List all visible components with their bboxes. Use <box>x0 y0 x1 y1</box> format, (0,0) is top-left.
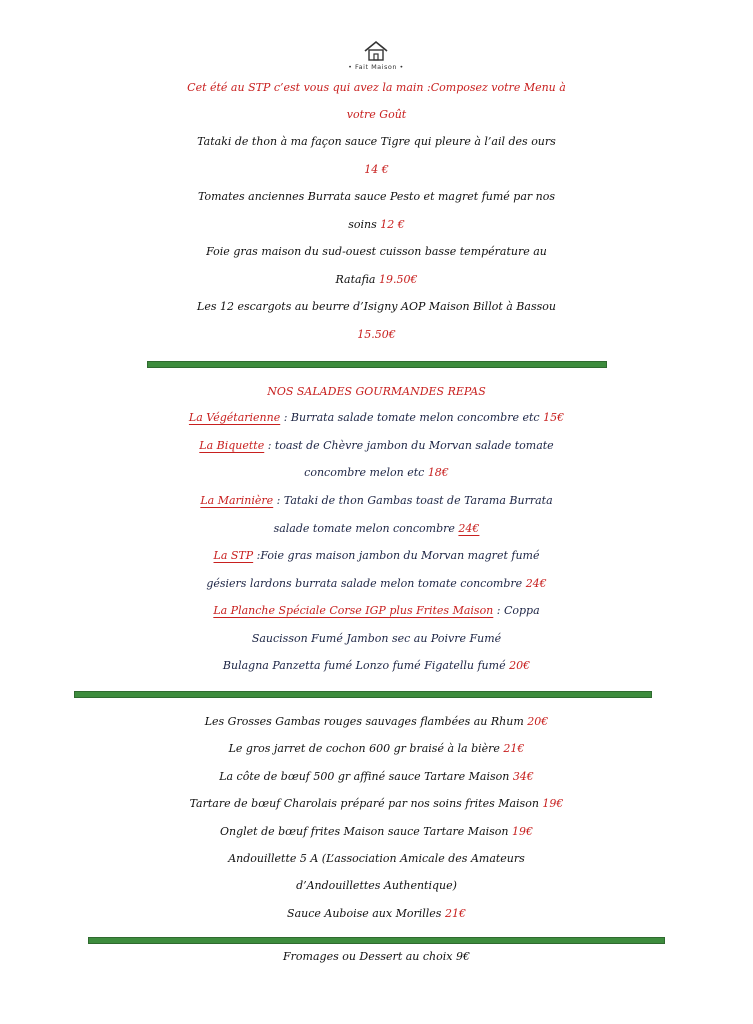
starter-item: Tomates anciennes Burrata sauce Pesto et magret fumé par nos <box>197 190 556 203</box>
main-item: Sauce Auboise aux Morilles 21€ <box>287 907 466 920</box>
main-item: Onglet de bœuf frites Maison sauce Tartare Maison 19€ <box>220 825 533 838</box>
starter-item: Foie gras maison du sud-ouest cuisson basse température au <box>206 245 547 258</box>
salad-name: La Planche Spéciale Corse IGP plus Frites Maison <box>213 604 494 617</box>
salad-item: concombre melon etc 18€ <box>304 466 449 479</box>
starter-price: 15.50€ <box>357 328 396 341</box>
main-price: 21€ <box>444 907 466 920</box>
salad-name: La STP <box>213 549 254 562</box>
salad-item: La Biquette : toast de Chèvre jambon du Morvan salade tomate <box>199 439 554 452</box>
salad-item: La Planche Spéciale Corse IGP plus Frites Maison : Coppa <box>213 604 540 617</box>
salad-item: La Marinière : Tataki de thon Gambas toast de Tarama Burrata <box>200 494 553 507</box>
starter-item: Ratafia 19.50€ <box>335 273 418 286</box>
dessert-line: Fromages ou Dessert au choix 9€ <box>283 950 470 963</box>
salad-price: 24€ <box>525 577 547 590</box>
logo-label: • Fait Maison • <box>348 63 404 71</box>
salad-name: La Végétarienne <box>188 411 281 424</box>
divider-bar <box>74 691 652 698</box>
main-price: 19€ <box>542 797 564 810</box>
salad-item: Saucisson Fumé Jambon sec au Poivre Fumé <box>251 632 502 645</box>
salad-price: 20€ <box>509 659 531 672</box>
starter-price: 14 € <box>364 163 389 176</box>
salads-heading: NOS SALADES GOURMANDES REPAS <box>267 385 486 398</box>
salad-name: La Biquette <box>199 439 265 452</box>
starter-item: Tataki de thon à ma façon sauce Tigre qui pleure à l’ail des ours <box>197 135 556 148</box>
salad-item: La Végétarienne : Burrata salade tomate melon concombre etc 15€ <box>188 411 565 424</box>
salad-item: La STP :Foie gras maison jambon du Morvan magret fumé <box>213 549 540 562</box>
main-item: La côte de bœuf 500 gr affiné sauce Tartare Maison 34€ <box>219 770 534 783</box>
starter-item: Les 12 escargots au beurre d’Isigny AOP Maison Billot à Bassou <box>197 300 556 313</box>
salad-item: Bulagna Panzetta fumé Lonzo fumé Figatellu fumé 20€ <box>222 659 531 672</box>
salad-item: salade tomate melon concombre 24€ <box>273 522 480 535</box>
main-item: Le gros jarret de cochon 600 gr braisé à la bière 21€ <box>228 742 525 755</box>
main-price: 34€ <box>512 770 534 783</box>
main-price: 21€ <box>503 742 525 755</box>
house-icon <box>363 40 389 62</box>
starter-item: soins 12 € <box>348 218 405 231</box>
intro-line: Cet été au STP c’est vous qui avez la main :Composez votre Menu à <box>187 81 566 94</box>
starter-price: 19.50€ <box>378 273 418 286</box>
main-item: Andouillette 5 A (L’association Amicale des Amateurs <box>228 852 525 865</box>
fait-maison-logo <box>336 40 416 76</box>
salad-price: 24€ <box>458 522 480 535</box>
main-item: Les Grosses Gambas rouges sauvages flambées au Rhum 20€ <box>204 715 549 728</box>
salad-item: gésiers lardons burrata salade melon tomate concombre 24€ <box>206 577 547 590</box>
main-price: 19€ <box>512 825 533 838</box>
dessert-price: 9€ <box>455 950 470 963</box>
main-price: 20€ <box>527 715 549 728</box>
divider-bar <box>147 361 607 368</box>
salad-name: La Marinière <box>200 494 274 507</box>
main-item: d’Andouillettes Authentique) <box>296 879 457 892</box>
salad-price: 15€ <box>543 411 565 424</box>
starter-price: 12 € <box>380 218 405 231</box>
salad-price: 18€ <box>427 466 449 479</box>
main-item: Tartare de bœuf Charolais préparé par nos soins frites Maison 19€ <box>189 797 564 810</box>
intro-line: votre Goût <box>346 108 407 121</box>
